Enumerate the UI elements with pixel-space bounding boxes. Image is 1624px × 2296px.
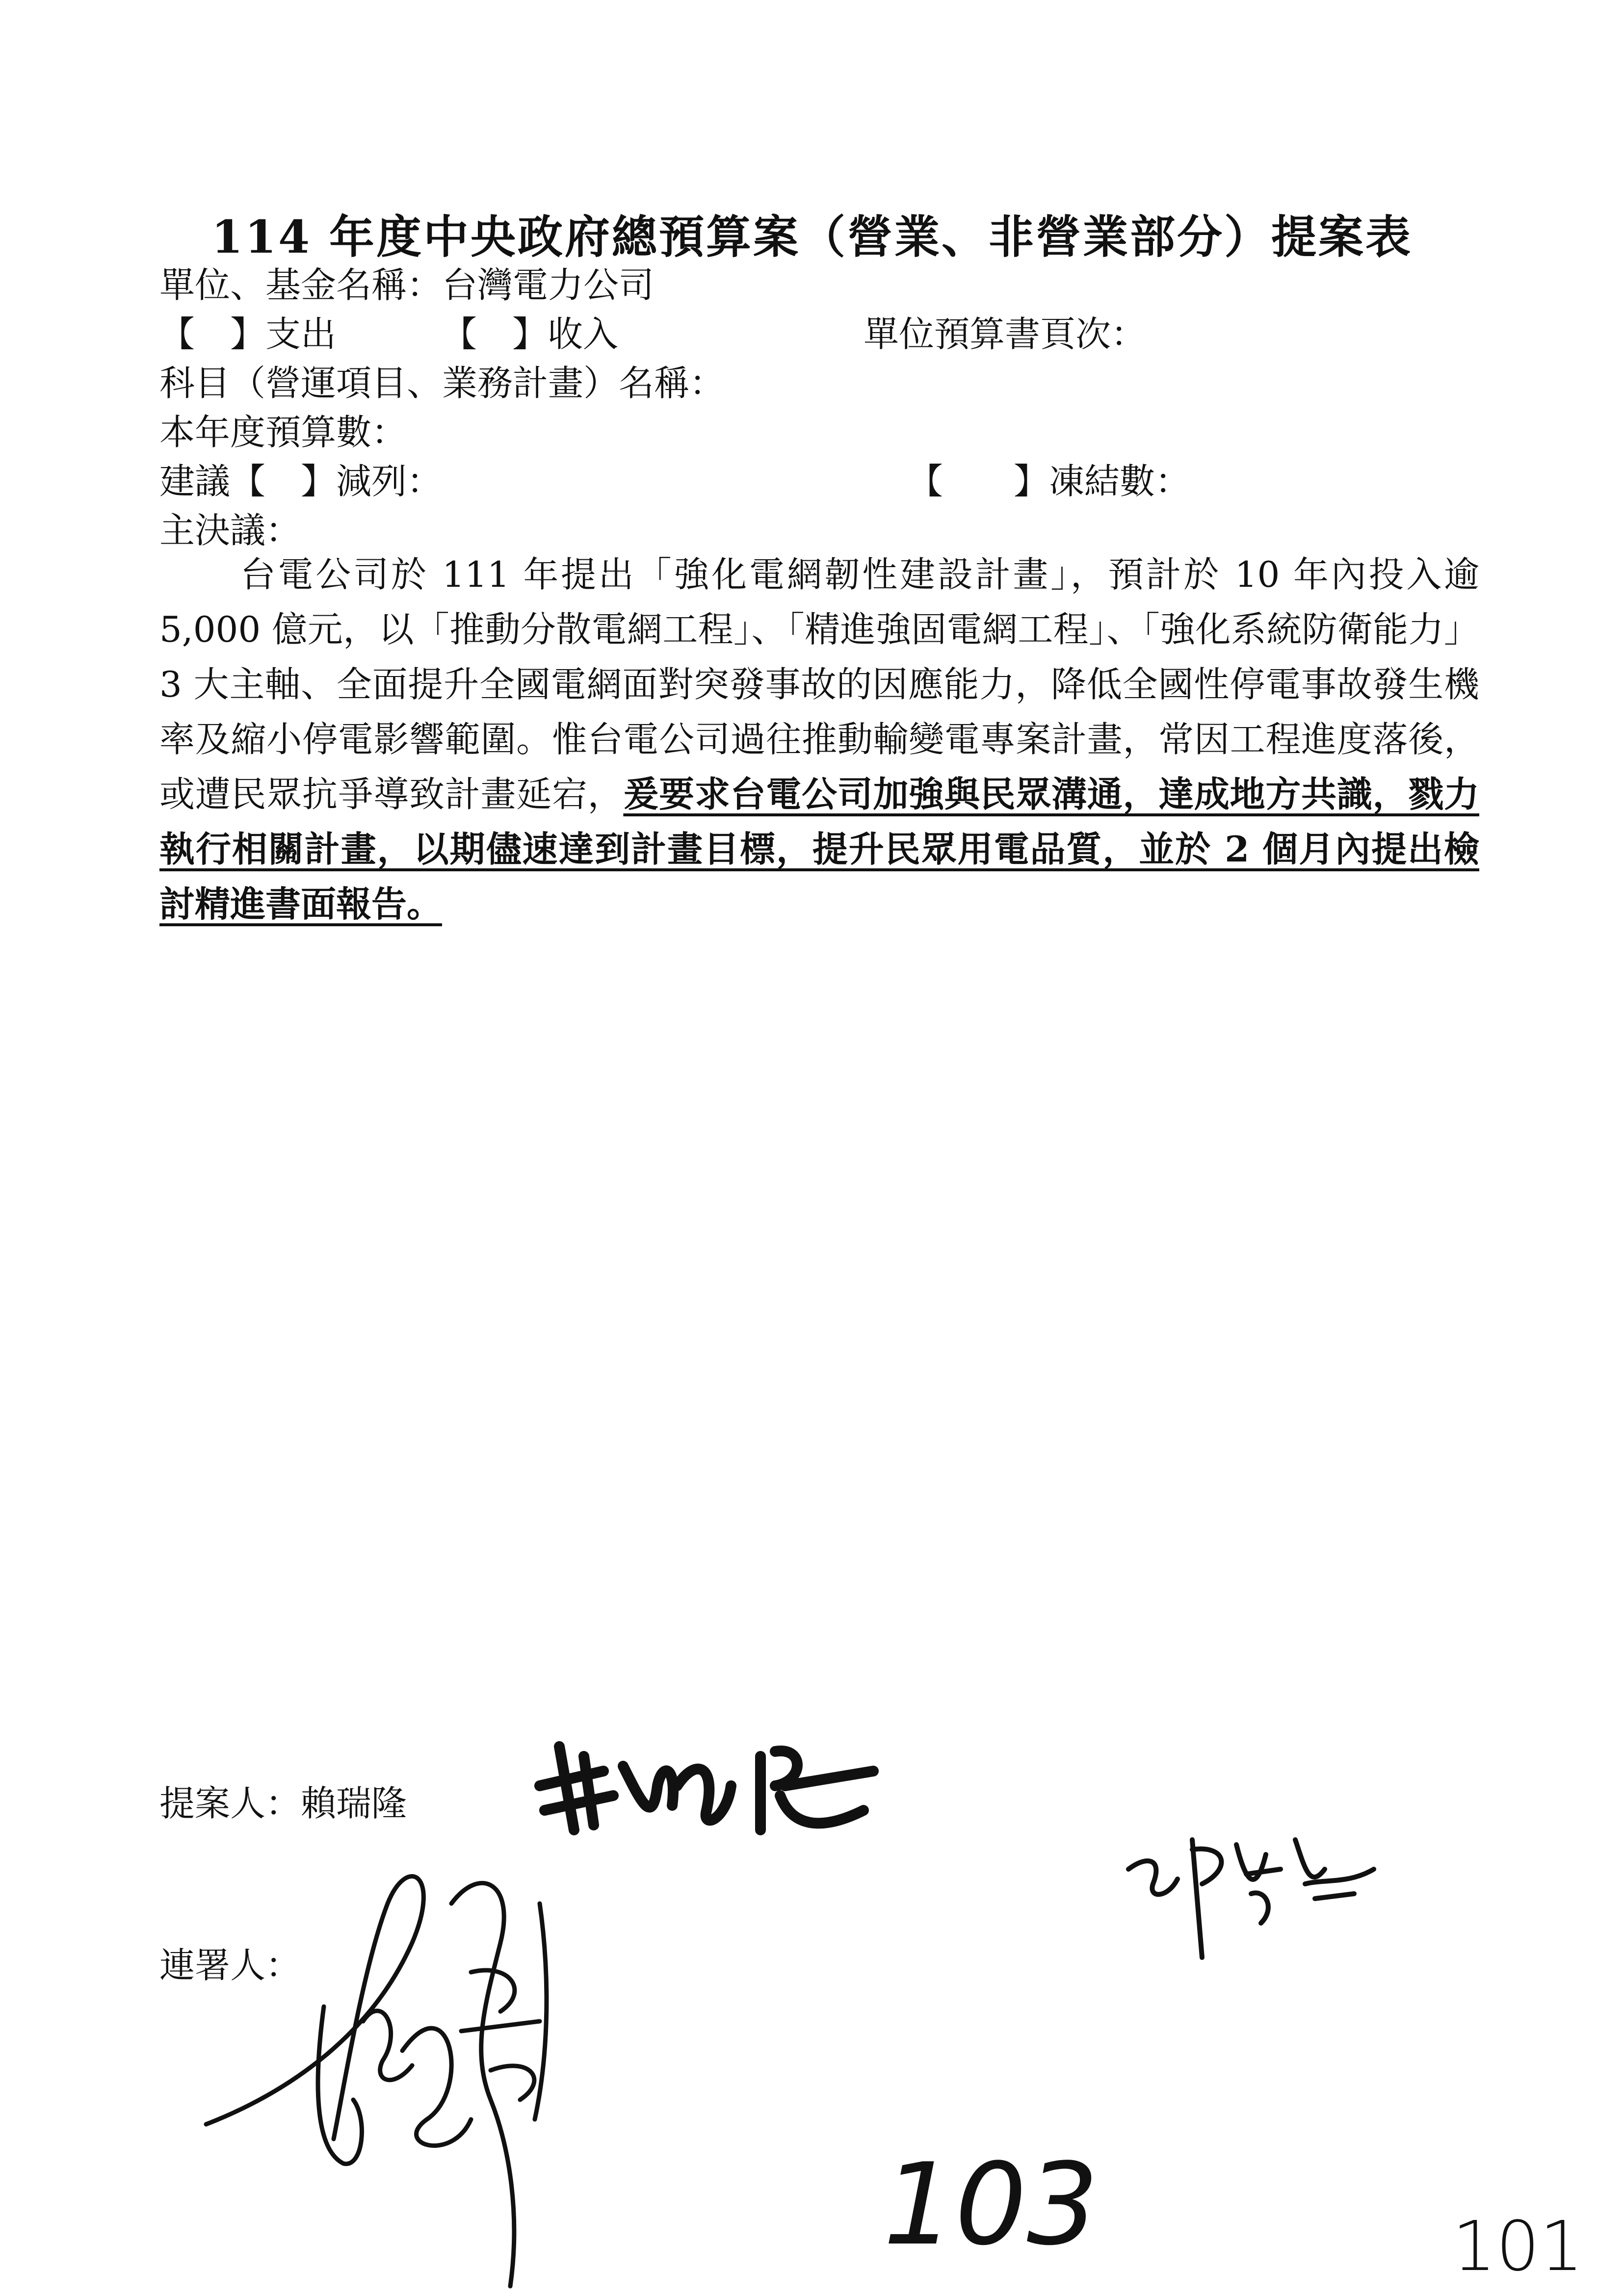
resolution-emphasis: 爰要求台電公司加強與民眾溝通，達成地方共識，戮力執行相關計畫，以期儘速達到計畫目標，提升民眾用電品質，並於 2 個月內提出檢討精進書面報告。 xyxy=(159,773,1479,925)
form-title: 114 年度中央政府總預算案（營業、非營業部分）提案表 xyxy=(211,210,1413,263)
cosigner-signature-right xyxy=(1119,1810,1393,1972)
handwritten-corner-number: 101 xyxy=(1452,2207,1584,2287)
cosigner-signature-left xyxy=(196,1845,711,2296)
proposer-signature xyxy=(530,1727,932,1854)
resolution-body xyxy=(159,547,1479,932)
subject-name: 科目（營運項目、業務計畫）名稱： xyxy=(159,363,725,404)
page-reference: 單位預算書頁次： xyxy=(864,313,1147,355)
reduce-amount: 建議【 】減列： xyxy=(159,461,443,502)
freeze-amount: 【 】凍結數： xyxy=(908,461,1191,502)
income-checkbox-label: 【 】收入 xyxy=(442,313,619,355)
annual-budget: 本年度預算數： xyxy=(159,412,407,453)
resolution-text: 台電公司於 111 年提出「強化電網韌性建設計畫」，預計於 10 年內投入逾 5,000 億元，以「推動分散電網工程」、「精進強固電網工程」、「強化系統防衛能力」3 大主軸、全面提升全國電網面對突發事故的因應能力，降低全國性停電事故發生機率及縮小停電影響範圍。惟台電公司過往推動輸變電專案計畫，常因工程進度落後，或遭民眾抗爭導致計畫延宕， xyxy=(159,554,1479,815)
resolution-label: 主決議： xyxy=(159,510,301,551)
unit-name: 單位、基金名稱：台灣電力公司 xyxy=(159,264,655,306)
proposer-label: 提案人：賴瑞隆 xyxy=(159,1783,407,1824)
cosigner-label: 連署人： xyxy=(159,1945,301,1986)
handwritten-page-number: 103 xyxy=(883,2139,1099,2270)
expense-checkbox-label: 【 】支出 xyxy=(159,313,337,355)
